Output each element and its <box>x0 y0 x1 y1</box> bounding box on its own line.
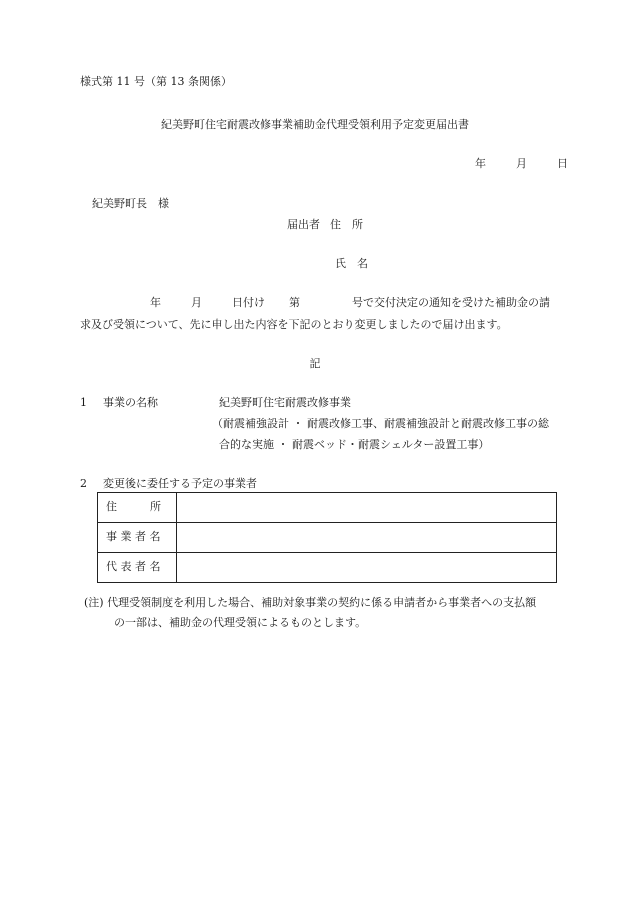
applicant-address-label: 住 所 <box>330 218 363 231</box>
body-text-line-2: 求及び受領について、先に申し出た内容を下記のとおり変更しましたので届け出ます。 <box>80 318 508 331</box>
table-row <box>98 523 557 553</box>
table-row <box>98 493 557 523</box>
applicant-label: 届出者 <box>287 218 320 231</box>
item-1-note-line-2: 合的な実施 ・ 耐震ベッド・耐震シェルター設置工事） <box>219 438 490 451</box>
form-number-label: 様式第 11 号（第 13 条関係） <box>80 75 232 88</box>
body-number-prefix: 第 <box>289 296 300 309</box>
body-year: 年 <box>150 296 161 309</box>
applicant-address-row <box>287 218 363 232</box>
row-value-address[interactable] <box>177 493 557 523</box>
row-value-business-name[interactable] <box>177 523 557 553</box>
body-month: 月 <box>191 296 202 309</box>
item-1-value: 紀美野町住宅耐震改修事業 <box>219 396 351 409</box>
item-1-note-line-1: （耐震補強設計 ・ 耐震改修工事、耐震補強設計と耐震改修工事の総 <box>212 417 549 430</box>
recipient: 紀美野町長 様 <box>92 197 169 210</box>
item-1-label: 事業の名称 <box>103 396 158 409</box>
applicant-name-label: 氏 名 <box>335 257 368 270</box>
note-line-2: の一部は、補助金の代理受領によるものとします。 <box>114 616 367 629</box>
date-year-label: 年 <box>475 157 486 170</box>
row-label-representative: 代 表 者 名 <box>98 553 177 583</box>
ki-heading: 記 <box>309 357 321 370</box>
date-month-label: 月 <box>516 157 527 170</box>
contractor-table <box>97 492 557 583</box>
item-2-number: 2 <box>80 477 87 490</box>
body-line1-rest: 号で交付決定の通知を受けた補助金の請 <box>352 296 550 309</box>
date-line <box>475 157 568 171</box>
note-line-1: (注) 代理受領制度を利用した場合、補助対象事業の契約に係る申請者から事業者への支払額 <box>84 596 537 609</box>
item-2-label: 変更後に委任する予定の事業者 <box>103 477 257 490</box>
row-label-address: 住 所 <box>98 493 177 523</box>
body-dated: 日付け <box>232 296 265 309</box>
row-label-business-name: 事 業 者 名 <box>98 523 177 553</box>
document-title: 紀美野町住宅耐震改修事業補助金代理受領利用予定変更届出書 <box>161 118 469 131</box>
item-1-number: 1 <box>80 396 87 409</box>
table-row <box>98 553 557 583</box>
body-text-line-1 <box>80 296 570 310</box>
row-value-representative[interactable] <box>177 553 557 583</box>
date-day-label: 日 <box>557 157 568 170</box>
